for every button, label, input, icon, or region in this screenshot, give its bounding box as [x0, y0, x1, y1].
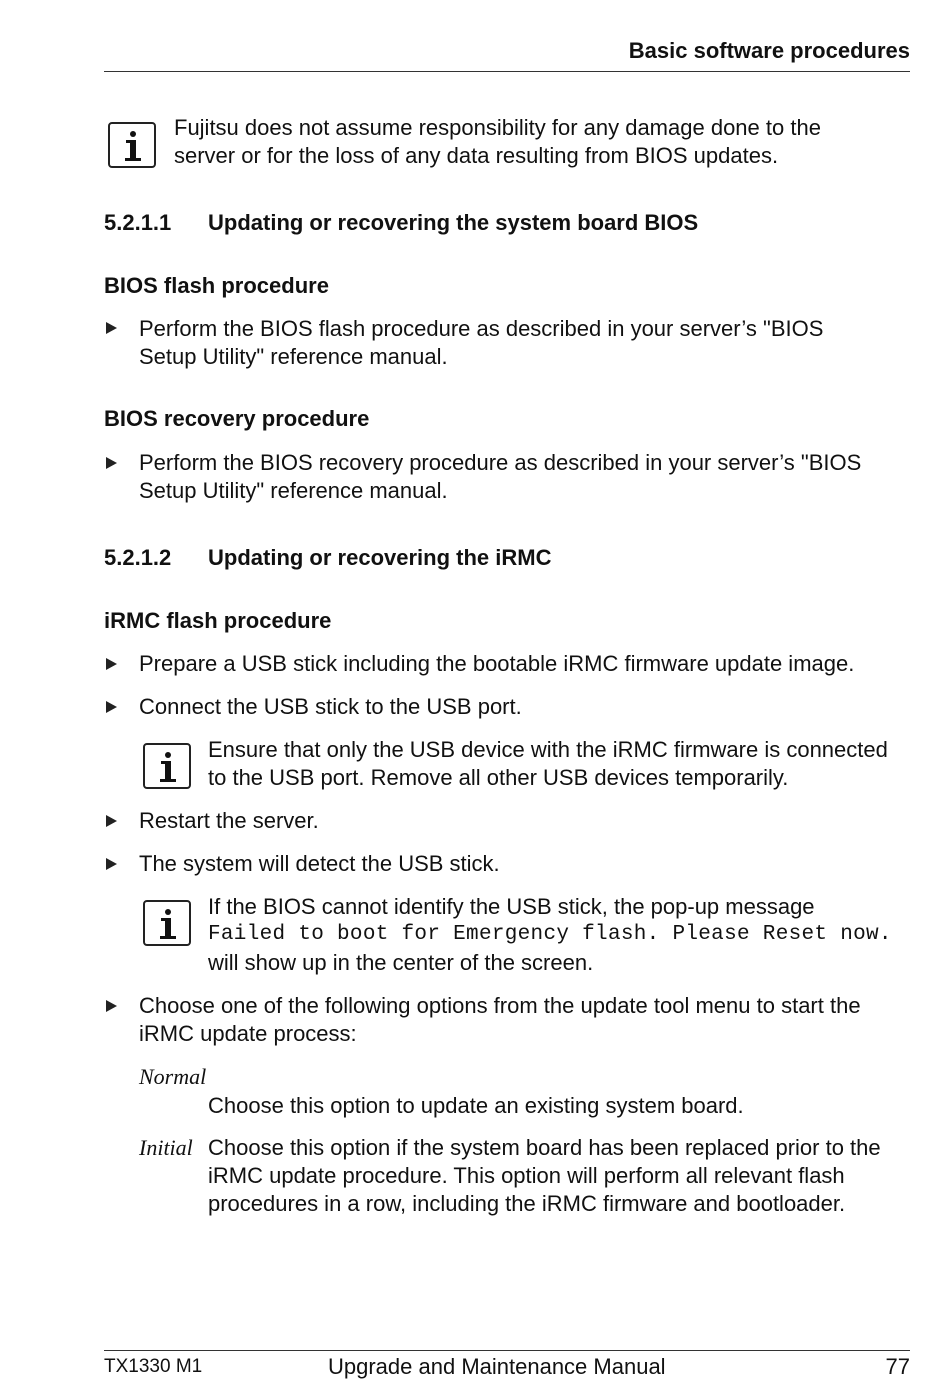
step-line: Perform the BIOS recovery procedure as described in your server’s "BIOS	[139, 450, 862, 475]
section-number: 5.2.1.1	[104, 210, 172, 235]
step-text	[139, 992, 861, 1048]
step-line: Setup Utility" reference manual.	[139, 478, 448, 503]
bullet-arrow-icon	[106, 322, 117, 334]
step-line: Setup Utility" reference manual.	[139, 344, 448, 369]
option-description: Choose this option to update an existing system board.	[208, 1093, 744, 1118]
bullet-arrow-icon	[106, 1000, 117, 1012]
running-header: Basic software procedures	[628, 38, 910, 63]
option-line: procedures in a row, including the iRMC firmware and bootloader.	[208, 1191, 846, 1216]
footer-model: TX1330 M1	[104, 1356, 203, 1377]
footer-divider	[104, 1350, 910, 1351]
info-icon	[108, 122, 156, 168]
step-text: The system will detect the USB stick.	[139, 851, 500, 876]
header-divider	[104, 71, 910, 72]
option-line: iRMC update procedure. This option will perform all relevant flash	[208, 1163, 845, 1188]
info-note	[208, 893, 892, 977]
note-line: If the BIOS cannot identify the USB stick, the pop-up message	[208, 894, 815, 919]
option-term: Initial	[139, 1135, 193, 1160]
note-line: server or for the loss of any data resulting from BIOS updates.	[174, 143, 779, 168]
info-icon	[143, 900, 191, 946]
section-title: Updating or recovering the system board BIOS	[208, 210, 699, 235]
subheading: iRMC flash procedure	[104, 608, 332, 633]
bullet-arrow-icon	[106, 858, 117, 870]
info-note	[174, 114, 821, 170]
step-text	[139, 449, 861, 505]
page-number: 77	[885, 1354, 910, 1379]
error-message-code: Failed to boot for Emergency flash. Please Reset now.	[208, 923, 892, 946]
footer-manual-title: Upgrade and Maintenance Manual	[328, 1354, 666, 1379]
bullet-arrow-icon	[106, 658, 117, 670]
option-term: Normal	[139, 1064, 207, 1089]
bullet-arrow-icon	[106, 457, 117, 469]
section-number: 5.2.1.2	[104, 545, 172, 570]
note-line: to the USB port. Remove all other USB devices temporarily.	[208, 765, 789, 790]
option-line: Choose this option if the system board has been replaced prior to the	[208, 1135, 881, 1160]
subheading: BIOS flash procedure	[104, 273, 329, 298]
step-line: Choose one of the following options from the update tool menu to start the	[139, 993, 861, 1018]
note-line: Ensure that only the USB device with the iRMC firmware is connected	[208, 737, 888, 762]
step-text: Restart the server.	[139, 808, 319, 833]
note-line: Fujitsu does not assume responsibility for any damage done to the	[174, 115, 821, 140]
bullet-arrow-icon	[106, 815, 117, 827]
section-title: Updating or recovering the iRMC	[208, 545, 552, 570]
step-text: Prepare a USB stick including the bootable iRMC firmware update image.	[139, 651, 855, 676]
option-description	[208, 1134, 881, 1218]
step-line: Perform the BIOS flash procedure as described in your server’s "BIOS	[139, 316, 824, 341]
step-line: iRMC update process:	[139, 1021, 357, 1046]
info-note	[208, 736, 888, 792]
step-text	[139, 315, 823, 371]
subheading: BIOS recovery procedure	[104, 406, 370, 431]
note-line: will show up in the center of the screen.	[208, 950, 594, 975]
bullet-arrow-icon	[106, 701, 117, 713]
step-text: Connect the USB stick to the USB port.	[139, 694, 522, 719]
info-icon	[143, 743, 191, 789]
